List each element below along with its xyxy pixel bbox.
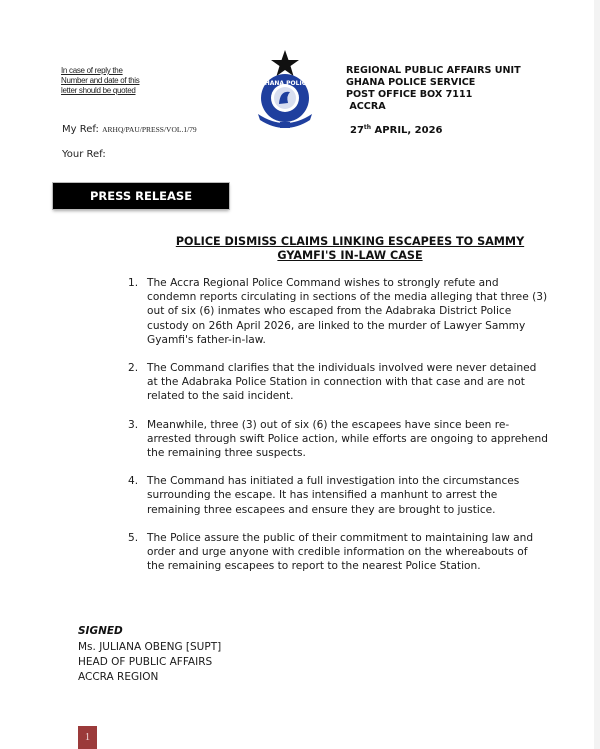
statement-list bbox=[128, 276, 548, 587]
org-line: REGIONAL PUBLIC AFFAIRS UNIT bbox=[346, 65, 521, 76]
list-item bbox=[128, 474, 548, 517]
my-ref bbox=[62, 124, 197, 135]
page-number-badge: 1 bbox=[78, 726, 97, 749]
list-item bbox=[128, 276, 548, 347]
signatory-position: HEAD OF PUBLIC AFFAIRS bbox=[78, 656, 213, 668]
release-date bbox=[350, 124, 443, 136]
list-item bbox=[128, 361, 548, 404]
list-item bbox=[128, 418, 548, 461]
svg-text:GHANA POLICE: GHANA POLICE bbox=[259, 80, 311, 87]
my-ref-label: My Ref: bbox=[62, 124, 99, 135]
signatory-name: Ms. JULIANA OBENG [SUPT] bbox=[78, 641, 222, 653]
signature-block bbox=[78, 640, 221, 685]
date-suffix: th bbox=[363, 124, 372, 131]
release-title: POLICE DISMISS CLAIMS LINKING ESCAPEES TO SAMMY GYAMFI'S IN-LAW CASE bbox=[175, 235, 525, 262]
reply-note-line: In case of reply the bbox=[61, 66, 123, 75]
org-line: POST OFFICE BOX 7111 bbox=[346, 89, 473, 100]
reply-note-line: Number and date of this bbox=[61, 76, 140, 85]
date-rest: APRIL, 2026 bbox=[371, 125, 443, 136]
your-ref-label: Your Ref: bbox=[62, 149, 106, 160]
org-line: GHANA POLICE SERVICE bbox=[346, 77, 476, 88]
my-ref-value: ARHQ/PAU/PRESS/VOL.1/79 bbox=[102, 125, 197, 134]
date-day: 27 bbox=[350, 125, 364, 136]
list-item bbox=[128, 531, 548, 574]
org-line: ACCRA bbox=[346, 101, 386, 112]
item-text: The Command clarifies that the individuals involved were never detained at the Adabraka Police Station in connection with that case and are not related to the said incident. bbox=[147, 362, 537, 403]
item-number: 5. bbox=[128, 531, 139, 544]
item-text: The Command has initiated a full investigation into the circumstances surrounding the escape. It has intensified a manhunt to arrest the remaining three escapees and ensure they are brought to justice. bbox=[147, 475, 520, 516]
ghana-police-logo-icon bbox=[252, 48, 318, 130]
item-number: 3. bbox=[128, 418, 139, 431]
signed-label: SIGNED bbox=[78, 625, 123, 637]
item-number: 1. bbox=[128, 277, 139, 289]
item-text: Meanwhile, three (3) out of six (6) the escapees have since been re-arrested through swift Police action, while efforts are ongoing to apprehend the remaining three suspects. bbox=[147, 418, 548, 460]
organization-address bbox=[346, 65, 521, 113]
reply-note-line: letter should be quoted bbox=[61, 86, 136, 95]
item-number: 2. bbox=[128, 362, 139, 375]
reply-note bbox=[61, 66, 139, 96]
press-release-banner: PRESS RELEASE bbox=[53, 183, 229, 209]
signatory-region: ACCRA REGION bbox=[78, 671, 159, 683]
item-text: The Accra Regional Police Command wishes to strongly refute and condemn reports circulating in sections of the media alleging that three (3) out of six (6) inmates who escaped from the Adabraka District Police custody on 26th April 2026, are linked to the murder of Lawyer Sammy Gyamfi's father-in-law. bbox=[147, 277, 548, 346]
item-text: The Police assure the public of their commitment to maintaining law and order and urge anyone with credible information on the whereabouts of the remaining escapees to report to the nearest Police Station. bbox=[147, 531, 534, 573]
item-number: 4. bbox=[128, 475, 139, 488]
